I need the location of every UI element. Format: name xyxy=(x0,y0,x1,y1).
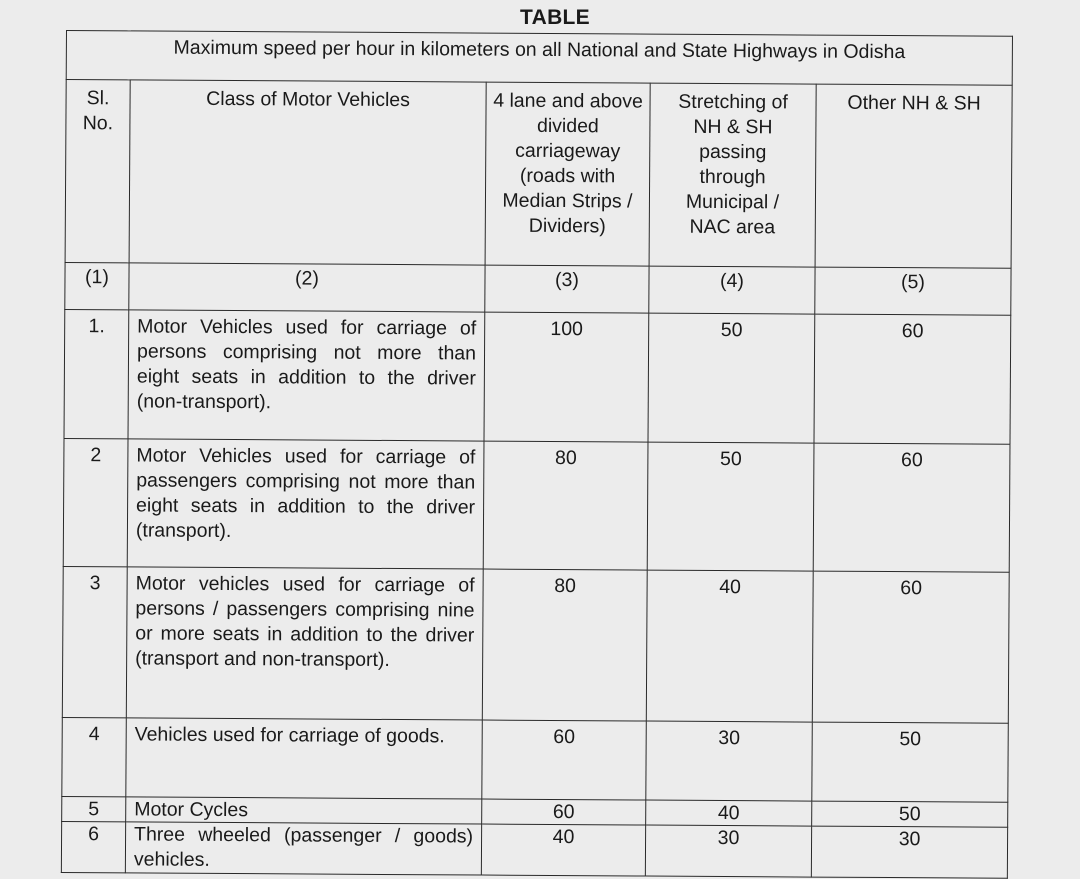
column-number: (3) xyxy=(485,265,649,313)
row-vehicle-class: Motor vehicles used for carriage of persons / passengers comprising nine or more seats in addition to the driver (transport and non-transport). xyxy=(126,567,483,720)
row-other-speed: 60 xyxy=(813,443,1010,572)
row-other-speed: 50 xyxy=(812,801,1008,827)
row-municipal-speed: 50 xyxy=(648,313,815,443)
row-other-speed: 50 xyxy=(812,722,1009,802)
header-other: Other NH & SH xyxy=(815,84,1012,268)
row-four-lane-speed: 40 xyxy=(481,824,645,876)
column-number-row xyxy=(65,262,1011,315)
row-sl-no: 4 xyxy=(62,717,126,796)
row-sl-no: 2 xyxy=(63,438,128,566)
table-header-row xyxy=(65,80,1012,269)
row-other-speed: 60 xyxy=(812,571,1009,723)
column-number: (2) xyxy=(129,263,485,312)
row-municipal-speed: 40 xyxy=(646,800,812,826)
table-row xyxy=(63,438,1010,572)
row-four-lane-speed: 60 xyxy=(482,720,646,800)
table-row xyxy=(62,566,1009,723)
column-number: (1) xyxy=(65,262,129,309)
table-caption: Maximum speed per hour in kilometers on all National and State Highways in Odisha xyxy=(66,31,1012,86)
row-municipal-speed: 30 xyxy=(646,721,812,801)
row-other-speed: 30 xyxy=(811,826,1007,878)
row-vehicle-class: Three wheeled (passenger / goods) vehicles. xyxy=(125,822,481,875)
row-four-lane-speed: 80 xyxy=(483,441,648,570)
row-other-speed: 60 xyxy=(814,314,1011,444)
row-municipal-speed: 40 xyxy=(646,570,813,722)
header-municipal: Stretching of NH & SH passing through Municipal / NAC area xyxy=(649,83,816,267)
row-sl-no: 5 xyxy=(62,796,126,821)
row-vehicle-class: Motor Vehicles used for carriage of persons comprising not more than eight seats in addition to the driver (non-transport). xyxy=(128,310,485,441)
table-row xyxy=(62,717,1009,802)
row-sl-no: 1. xyxy=(64,309,129,438)
row-four-lane-speed: 100 xyxy=(484,312,649,442)
column-number: (5) xyxy=(815,267,1011,315)
table-row xyxy=(61,821,1007,878)
row-four-lane-speed: 80 xyxy=(482,569,647,721)
header-vehicle-class: Class of Motor Vehicles xyxy=(129,80,486,265)
row-municipal-speed: 50 xyxy=(647,442,814,571)
document-title: TABLE xyxy=(520,6,590,29)
header-sl-no: Sl. No. xyxy=(65,80,130,263)
row-vehicle-class: Motor Cycles xyxy=(126,797,482,824)
row-sl-no: 6 xyxy=(61,821,125,872)
row-vehicle-class: Motor Vehicles used for carriage of passengers comprising not more than eight seats in addition to the driver (transport). xyxy=(127,439,484,569)
row-vehicle-class: Vehicles used for carriage of goods. xyxy=(126,718,482,799)
speed-limit-table xyxy=(61,30,1013,879)
column-number: (4) xyxy=(649,266,815,314)
row-municipal-speed: 30 xyxy=(645,825,811,877)
header-four-lane: 4 lane and above divided carriageway (roads with Median Strips / Dividers) xyxy=(485,82,650,266)
table-row xyxy=(64,309,1011,444)
row-sl-no: 3 xyxy=(62,566,127,717)
row-four-lane-speed: 60 xyxy=(482,799,646,825)
